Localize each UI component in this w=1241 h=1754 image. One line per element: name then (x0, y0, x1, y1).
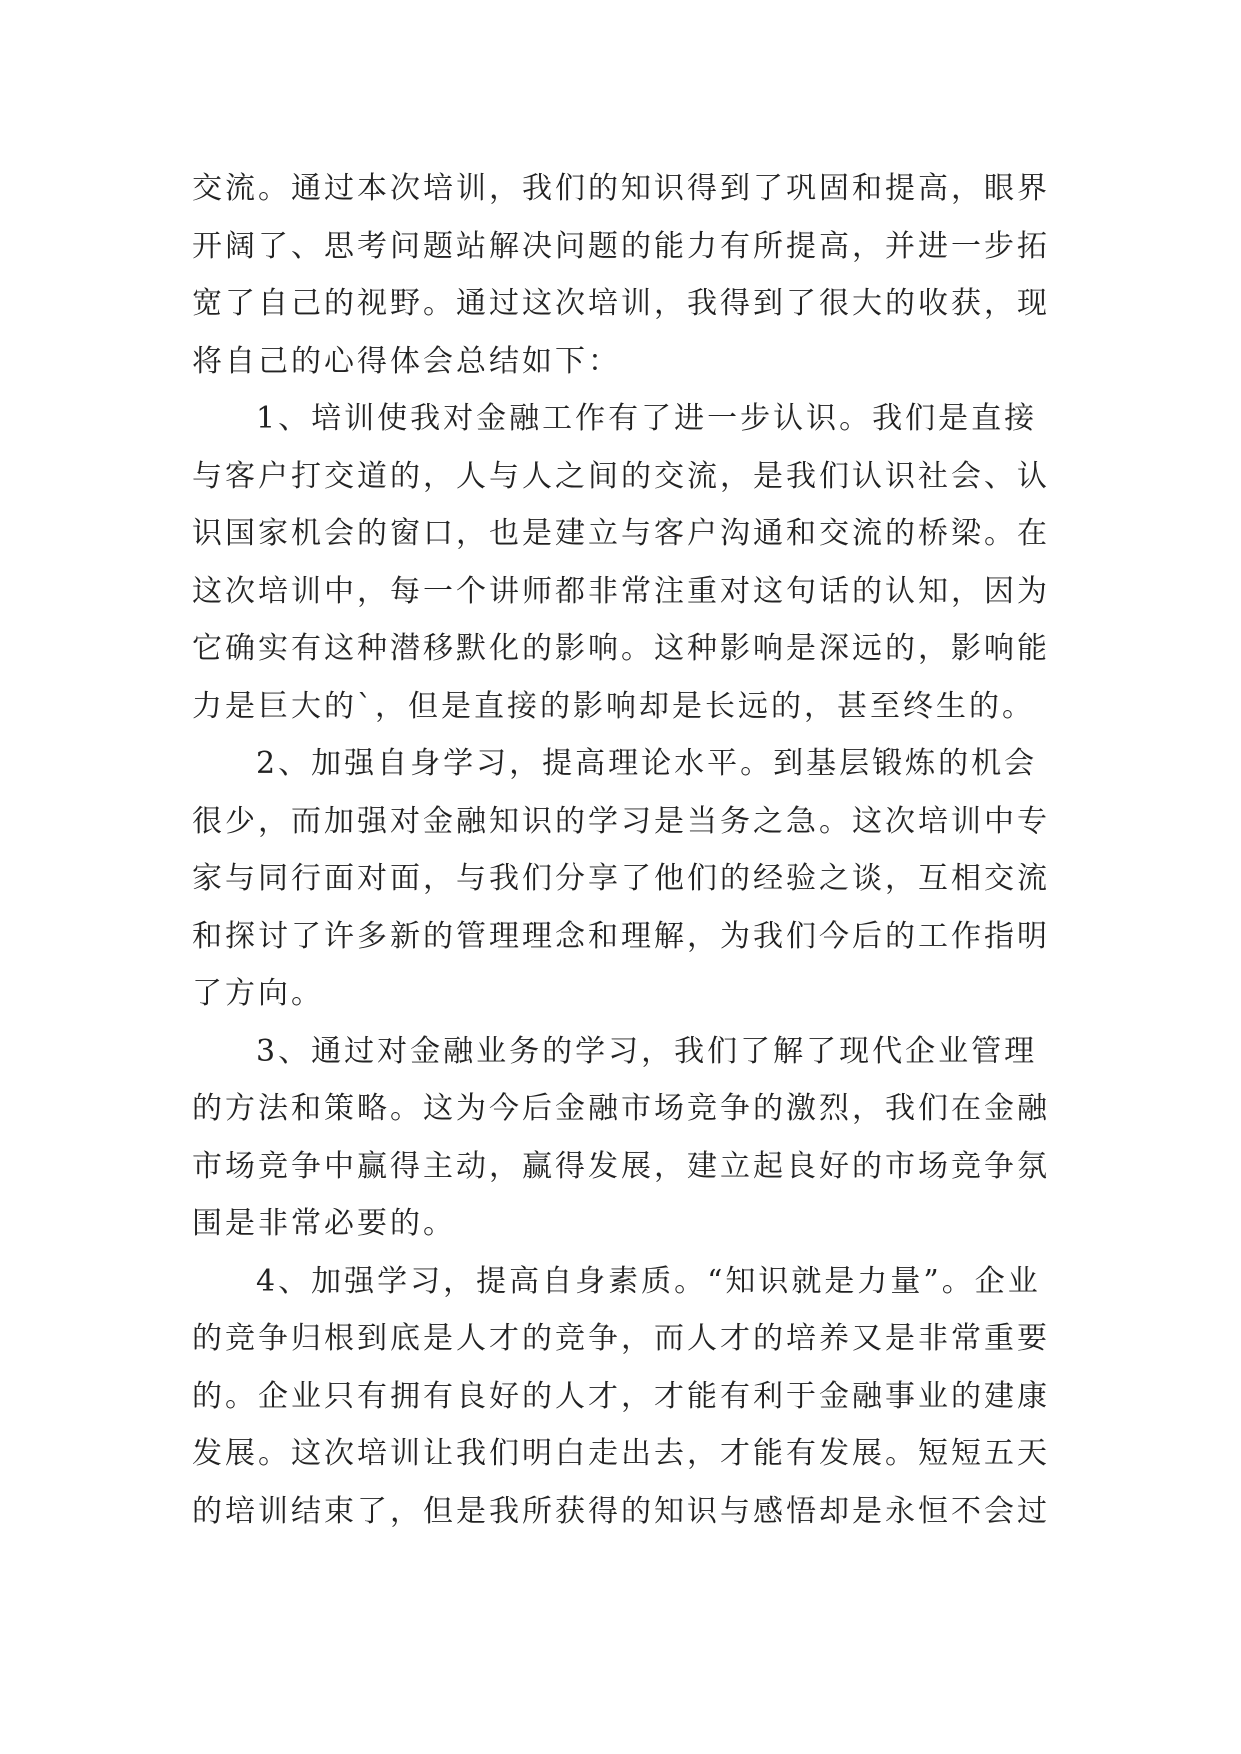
text-line: 很少，而加强对金融知识的学习是当务之急。这次培训中专 (192, 803, 1050, 839)
text-line: 的竞争归根到底是人才的竞争，而人才的培养又是非常重要 (192, 1321, 1050, 1356)
text-line: 它确实有这种潜移默化的影响。这种影响是深远的，影响能 (192, 631, 1050, 666)
paragraph-4-start: 4、加强学习，提高自身素质。“知识就是力量”。企业 (256, 1263, 1041, 1299)
text-line: 交流。通过本次培训，我们的知识得到了巩固和提高，眼界 (192, 171, 1050, 206)
text-line: 的培训结束了，但是我所获得的知识与感悟却是永恒不会过 (192, 1493, 1050, 1529)
text-line: 宽了自己的视野。通过这次培训，我得到了很大的收获，现 (192, 286, 1050, 321)
text-line: 了方向。 (192, 976, 324, 1011)
text-line: 发展。这次培训让我们明白走出去，才能有发展。短短五天 (192, 1436, 1050, 1471)
paragraph-1-start: 1、培训使我对金融工作有了进一步认识。我们是直接 (256, 401, 1038, 436)
text-line: 开阔了、思考问题站解决问题的能力有所提高，并进一步拓 (192, 228, 1050, 264)
text-line: 的方法和策略。这为今后金融市场竞争的激烈，我们在金融 (192, 1091, 1050, 1126)
text-line: 家与同行面对面，与我们分享了他们的经验之谈，互相交流 (192, 861, 1050, 896)
text-line: 识国家机会的窗口，也是建立与客户沟通和交流的桥梁。在 (192, 516, 1050, 551)
text-line: 与客户打交道的，人与人之间的交流，是我们认识社会、认 (192, 458, 1050, 494)
text-line: 这次培训中，每一个讲师都非常注重对这句话的认知，因为 (192, 573, 1050, 609)
text-line: 和探讨了许多新的管理理念和理解，为我们今后的工作指明 (192, 918, 1050, 954)
paragraph-3-start: 3、通过对金融业务的学习，我们了解了现代企业管理 (256, 1033, 1038, 1069)
text-line: 力是巨大的`，但是直接的影响却是长远的，甚至终生的。 (192, 688, 1035, 724)
paragraph-2-start: 2、加强自身学习，提高理论水平。到基层锻炼的机会 (256, 746, 1038, 781)
text-line: 围是非常必要的。 (192, 1206, 456, 1241)
text-line: 的。企业只有拥有良好的人才，才能有利于金融事业的建康 (192, 1378, 1050, 1414)
text-line: 将自己的心得体会总结如下： (192, 343, 621, 379)
text-line: 市场竞争中赢得主动，赢得发展，建立起良好的市场竞争氛 (192, 1148, 1050, 1184)
body-text (192, 160, 1052, 1540)
